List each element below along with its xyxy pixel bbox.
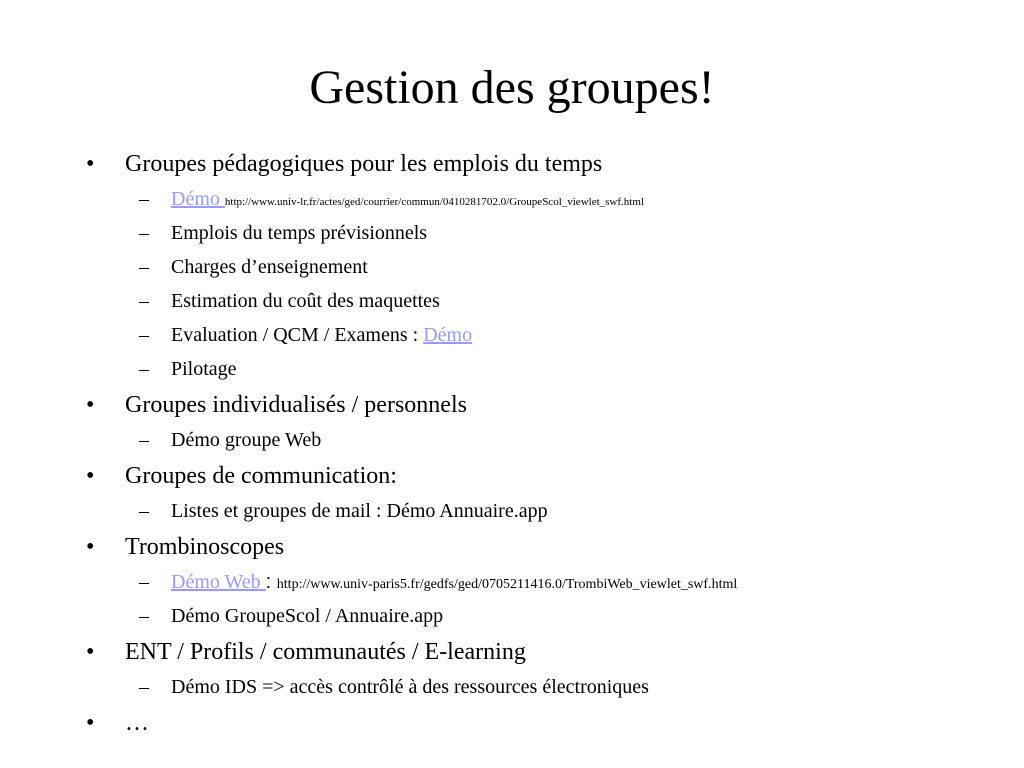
evaluation-label: Evaluation / QCM / Examens : <box>171 324 424 346</box>
sub-item-demo-groupescol-annuaire: Démo GroupeScol / Annuaire.app <box>171 605 444 627</box>
bullet-icon: • <box>86 639 95 665</box>
bullet-groupes-communication: Groupes de communication: <box>125 463 397 489</box>
sub-item-demo-ids: Démo IDS => accès contrôlé à des ressources électroniques <box>171 676 649 698</box>
dash-icon: – <box>139 571 149 593</box>
sub-item-demo-groupescol <box>171 188 644 211</box>
dash-icon: – <box>139 222 149 244</box>
slide-title: Gestion des groupes! <box>309 61 715 114</box>
bullet-icon: • <box>86 710 95 736</box>
demo-web-url: http://www.univ-paris5.fr/gedfs/ged/0705211416.0/TrombiWeb_viewlet_swf.html <box>276 577 738 592</box>
bullet-groupes-individualises: Groupes individualisés / personnels <box>125 392 467 418</box>
dash-icon: – <box>139 358 149 380</box>
dash-icon: – <box>139 605 149 627</box>
demo-web-link[interactable]: Démo Web <box>171 571 266 593</box>
bullet-groupes-pedagogiques: Groupes pédagogiques pour les emplois du temps <box>125 151 603 177</box>
sub-item-demo-groupe-web: Démo groupe Web <box>171 429 322 451</box>
bullet-ent-profils: ENT / Profils / communautés / E-learning <box>125 639 526 665</box>
dash-icon: – <box>139 290 149 312</box>
evaluation-demo-link[interactable]: Démo <box>423 324 473 346</box>
dash-icon: – <box>139 500 149 522</box>
dash-icon: – <box>139 676 149 698</box>
sub-item-listes-mail: Listes et groupes de mail : Démo Annuaire.app <box>171 500 548 522</box>
bullet-ellipsis: … <box>125 710 149 736</box>
dash-icon: – <box>139 429 149 451</box>
bullet-trombinoscopes: Trombinoscopes <box>125 534 285 560</box>
bullet-icon: • <box>86 392 95 418</box>
bullet-icon: • <box>86 534 95 560</box>
sub-item-pilotage: Pilotage <box>171 358 237 380</box>
demo-link[interactable]: Démo <box>171 188 225 210</box>
demo-web-separator: : <box>265 571 277 593</box>
dash-icon: – <box>139 324 149 346</box>
dash-icon: – <box>139 256 149 278</box>
sub-item-estimation-cout: Estimation du coût des maquettes <box>171 290 440 312</box>
sub-item-charges-enseignement: Charges d’enseignement <box>171 256 368 278</box>
bullet-icon: • <box>86 463 95 489</box>
dash-icon: – <box>139 188 149 210</box>
sub-item-evaluation-qcm <box>171 324 472 347</box>
sub-item-emplois-previsionnels: Emplois du temps prévisionnels <box>171 222 428 244</box>
demo-url: http://www.univ-lr.fr/actes/ged/courrier/commun/0410281702.0/GroupeScol_viewlet_swf.html <box>224 196 644 208</box>
sub-item-demo-web <box>171 571 737 594</box>
bullet-icon: • <box>86 151 95 177</box>
